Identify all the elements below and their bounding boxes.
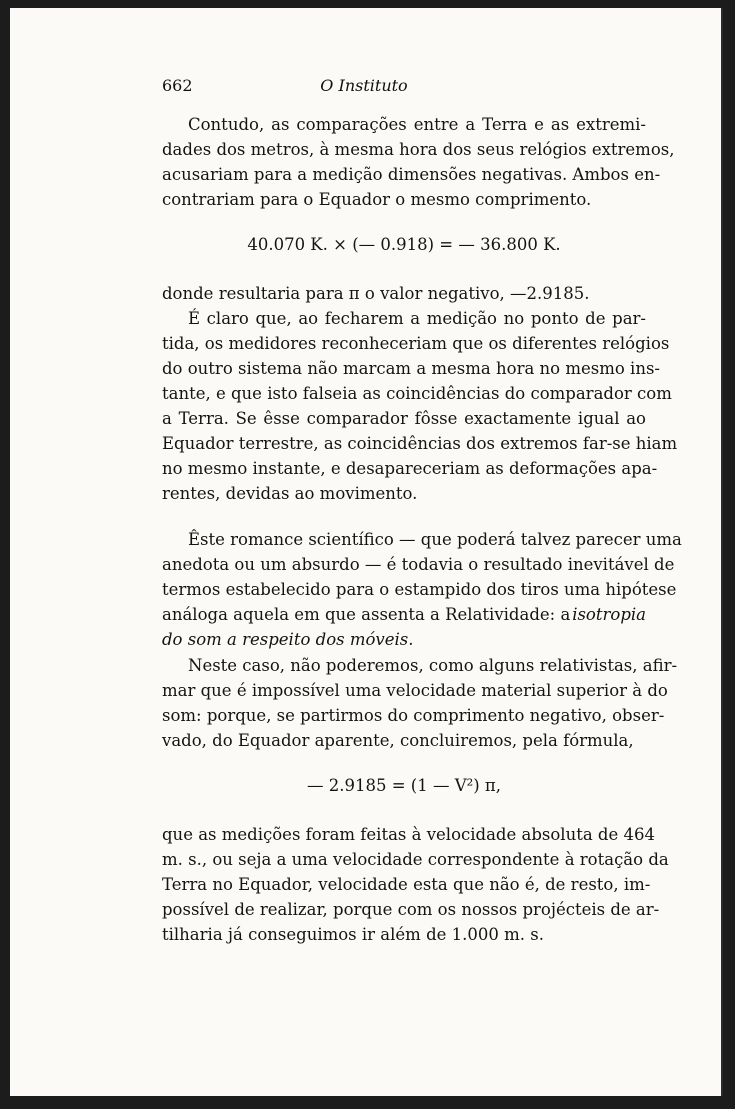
paragraph-6-line-1: que as medições foram feitas à velocidade absoluta de 464 — [162, 825, 655, 844]
paragraph-4-line-4 — [162, 605, 646, 625]
paragraph-3-line-5: a Terra. Se êsse comparador fôsse exactamente igual ao — [162, 409, 646, 428]
paragraph-5-line-1: Neste caso, não poderemos, como alguns relativistas, afir- — [188, 656, 678, 675]
paragraph-6-line-5: tilharia já conseguimos ir além de 1.000 m. s. — [162, 925, 544, 944]
paragraph-4-line-4-text: análoga aquela em que assenta a Relatividade: a — [162, 605, 571, 624]
paragraph-3-line-2: tida, os medidores reconheceriam que os diferentes relógios — [162, 334, 670, 353]
running-title: O Instituto — [320, 76, 408, 95]
paragraph-6-line-3: Terra no Equador, velocidade esta que não é, de resto, im- — [162, 875, 651, 894]
paragraph-3-line-1: É claro que, ao fecharem a medição no ponto de par- — [188, 309, 646, 328]
page-number: 662 — [162, 76, 193, 95]
formula-circumference: 40.070 K. × (— 0.918) = — 36.800 K. — [247, 235, 561, 254]
paragraph-1-line-4: contrariam para o Equador o mesmo comprimento. — [162, 190, 592, 209]
paragraph-3-line-4: tante, e que isto falseia as coincidências do comparador com — [162, 384, 672, 403]
paragraph-3-line-3: do outro sistema não marcam a mesma hora no mesmo ins- — [162, 359, 660, 378]
paragraph-1-line-3: acusariam para a medição dimensões negativas. Ambos en- — [162, 165, 661, 184]
paragraph-4-line-2: anedota ou um absurdo — é todavia o resultado inevitável de — [162, 555, 675, 574]
paragraph-4-line-1: Êste romance scientífico — que poderá talvez parecer uma — [188, 530, 682, 549]
paragraph-2-line-1: donde resultaria para π o valor negativo, —2.9185. — [162, 284, 590, 303]
paragraph-1-line-1: Contudo, as comparações entre a Terra e as extremi- — [188, 115, 646, 134]
paragraph-3-line-8: rentes, devidas ao movimento. — [162, 484, 418, 503]
paragraph-5-line-4: vado, do Equador aparente, concluiremos, pela fórmula, — [162, 731, 634, 750]
paragraph-4-italic-term: isotropia — [572, 605, 646, 624]
paragraph-3-line-7: no mesmo instante, e desapareceriam as deformações apa- — [162, 459, 658, 478]
page-header — [162, 76, 566, 100]
paragraph-6-line-2: m. s., ou seja a uma velocidade correspondente à rotação da — [162, 850, 669, 869]
paragraph-5-line-3: som: porque, se partirmos do comprimento negativo, obser- — [162, 706, 665, 725]
paragraph-1-line-2: dades dos metros, à mesma hora dos seus relógios extremos, — [162, 140, 675, 159]
paragraph-6-line-4: possível de realizar, porque com os nossos projécteis de ar- — [162, 900, 660, 919]
paragraph-4-line-5: do som a respeito dos móveis. — [162, 630, 414, 649]
paragraph-4-line-3: termos estabelecido para o estampido dos tiros uma hipótese — [162, 580, 677, 599]
formula-velocity: — 2.9185 = (1 — V²) π, — [306, 776, 502, 795]
paragraph-3-line-6: Equador terrestre, as coincidências dos extremos far-se hiam — [162, 434, 678, 453]
book-page — [10, 8, 723, 1096]
paragraph-5-line-2: mar que é impossível uma velocidade material superior à do — [162, 681, 668, 700]
